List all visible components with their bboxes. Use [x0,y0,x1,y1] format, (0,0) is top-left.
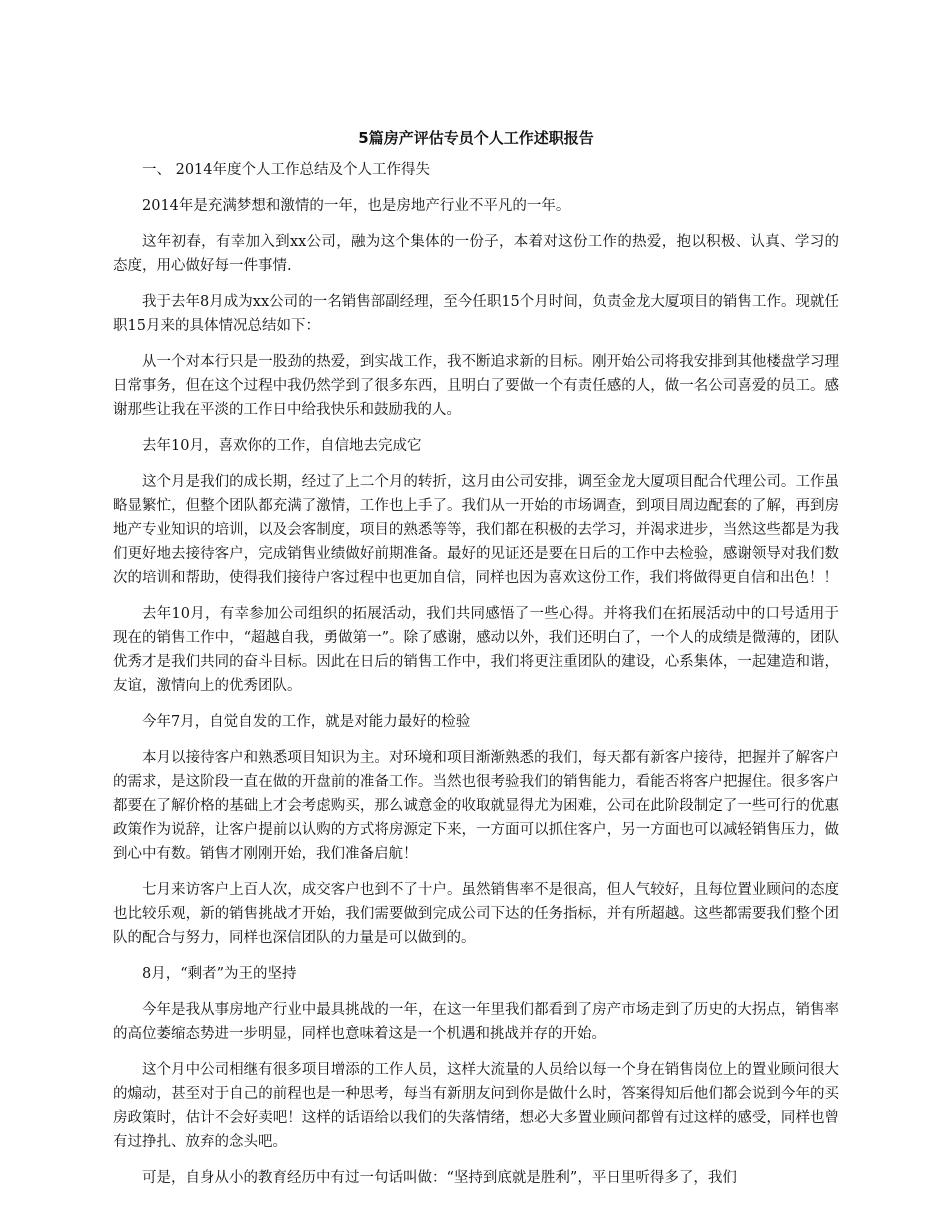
subheading-july: 今年7月，自觉自发的工作，就是对能力最好的检验 [142,714,471,730]
paragraph: 这年初春，有幸加入到xx公司，融为这个集体的一份子，本着对这份工作的热爱，抱以积极、认真、学习的态度，用心做好每一件事情. [113,234,839,274]
paragraph: 2014年是充满梦想和激情的一年，也是房地产行业不平凡的一年。 [142,198,571,214]
paragraph: 这个月中公司相继有很多项目增添的工作人员，这样大流量的人员给以每一个身在销售岗位上的置业顾问很大的煽动，甚至对于自己的前程也是一种思考，每当有新朋友问到你是做什么时，答案得知后他们都会说到今年的买房政策时，估计不会好卖吧！这样的话语给以我们的失落情绪，想必大多置业顾问都曾有过这样的感受，同样也曾有过挣扎、放弃的念头吧。 [113,1062,839,1150]
paragraph: 今年是我从事房地产行业中最具挑战的一年，在这一年里我们都看到了房产市场走到了历史的大拐点，销售率的高位萎缩态势进一步明显，同样也意味着这是一个机遇和挑战并存的开始。 [113,1002,839,1042]
paragraph: 从一个对本行只是一股劲的热爱，到实战工作，我不断追求新的目标。刚开始公司将我安排到其他楼盘学习理日常事务，但在这个过程中我仍然学到了很多东西，且明白了要做一个有责任感的人，做一名公司喜爱的员工。感谢那些让我在平淡的工作日中给我快乐和鼓励我的人。 [113,354,839,418]
subheading-last-october: 去年10月，喜欢你的工作，自信地去完成它 [142,438,422,454]
paragraph: 七月来访客户上百人次，成交客户也到不了十户。虽然销售率不是很高，但人气较好，且每位置业顾问的态度也比较乐观，新的销售挑战才开始，我们需要做到完成公司下达的任务指标，并有所超越。这些都需要我们整个团队的配合与努力，同样也深信团队的力量是可以做到的。 [113,882,839,946]
paragraph: 我于去年8月成为xx公司的一名销售部副经理，至今任职15个月时间，负责金龙大厦项目的销售工作。现就任职15月来的具体情况总结如下： [113,294,839,334]
section-heading-annual-summary: 一、 2014年度个人工作总结及个人工作得失 [142,162,431,178]
document-title: 5篇房产评估专员个人工作述职报告 [358,129,594,147]
paragraph: 这个月是我们的成长期，经过了上二个月的转折，这月由公司安排，调至金龙大厦项目配合代理公司。工作虽略显繁忙，但整个团队都充满了激情，工作也上手了。我们从一开始的市场调查，到项目周边配套的了解，再到房地产专业知识的培训，以及会客制度，项目的熟悉等等，我们都在积极的去学习，并渴求进步，当然这些都是为我们更好地去接待客户，完成销售业绩做好前期准备。最好的见证还是要在日后的工作中去检验，感谢领导对我们数次的培训和帮助，使得我们接待户客过程中也更加自信，同样也因为喜欢这份工作，我们将做得更自信和出色！！ [113,474,839,586]
paragraph: 可是，自身从小的教育经历中有过一句话叫做：“坚持到底就是胜利”，平日里听得多了，我们 [142,1170,737,1186]
paragraph: 去年10月，有幸参加公司组织的拓展活动，我们共同感悟了一些心得。并将我们在拓展活动中的口号适用于现在的销售工作中，“超越自我，勇做第一”。除了感谢，感动以外，我们还明白了，一个人的成绩是微薄的，团队优秀才是我们共同的奋斗目标。因此在日后的销售工作中，我们将更注重团队的建设，心系集体，一起建造和谐，友谊，激情向上的优秀团队。 [113,606,839,694]
paragraph: 本月以接待客户和熟悉项目知识为主。对环境和项目渐渐熟悉的我们，每天都有新客户接待，把握并了解客户的需求，是这阶段一直在做的开盘前的准备工作。当然也很考验我们的销售能力，看能否将客户把握住。很多客户都要在了解价格的基础上才会考虑购买，那么诚意金的收取就显得尤为困难，公司在此阶段制定了一些可行的优惠政策作为说辞，让客户提前以认购的方式将房源定下来，一方面可以抓住客户，另一方面也可以减轻销售压力，做到心中有数。销售才刚刚开始，我们准备启航！ [113,750,839,862]
subheading-august: 8月，“剩者”为王的坚持 [142,966,297,982]
document-body [113,126,839,1202]
